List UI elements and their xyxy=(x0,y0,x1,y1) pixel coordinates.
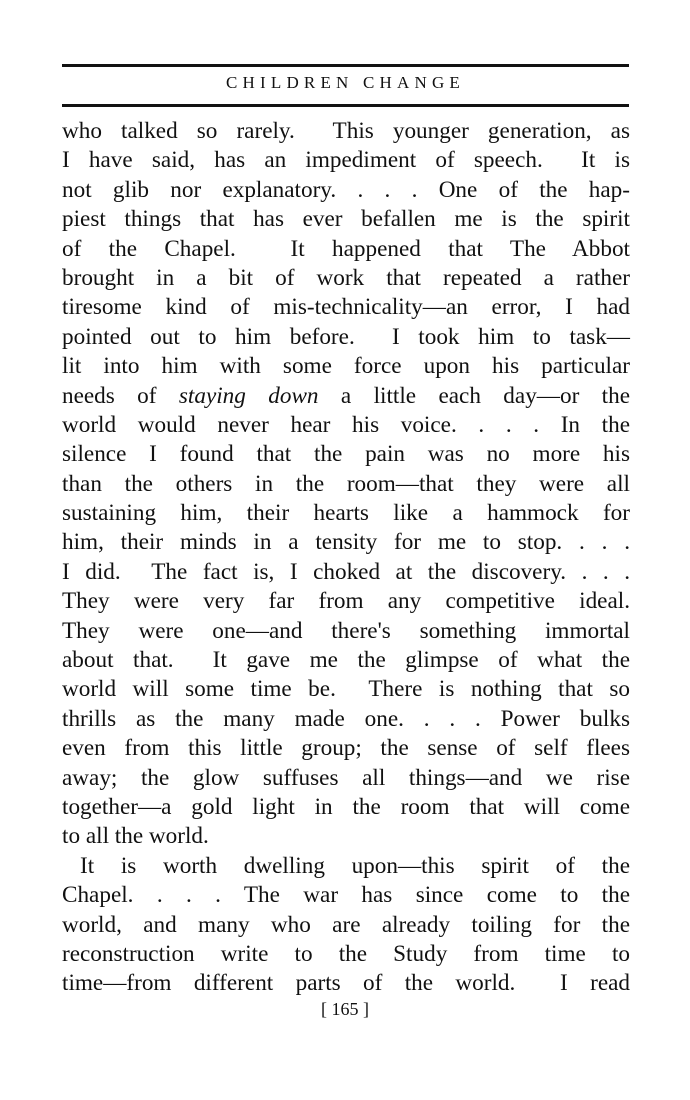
text-line: They were very far from any competitive ideal. xyxy=(62,588,630,615)
text-line: brought in a bit of work that repeated a rather xyxy=(62,264,630,291)
text-line: about that. It gave me the glimpse of what the xyxy=(62,647,630,674)
text-line: him, their minds in a tensity for me to stop. . . . xyxy=(62,529,630,556)
text-line: than the others in the room—that they were all xyxy=(62,470,630,497)
page-number: [ 165 ] xyxy=(321,999,369,1019)
text-line: not glib nor explanatory. . . . One of the hap- xyxy=(62,176,630,203)
text-line: They were one—and there's something immortal xyxy=(62,617,630,644)
text-line: pointed out to him before. I took him to task— xyxy=(62,323,630,350)
body-text xyxy=(62,117,630,999)
text-line: of the Chapel. It happened that The Abbot xyxy=(62,235,630,262)
text-line: I have said, has an impediment of speech. It is xyxy=(62,147,630,174)
text-line: to all the world. xyxy=(62,823,209,850)
text-line: It is worth dwelling upon—this spirit of the xyxy=(80,852,630,879)
text-line: lit into him with some force upon his particular xyxy=(62,353,630,380)
text-line: world, and many who are already toiling for the xyxy=(62,911,630,938)
text-line: even from this little group; the sense of self flees xyxy=(62,735,630,762)
header-rule-top xyxy=(62,64,629,67)
text-segment: a little each day—or the xyxy=(318,382,631,409)
text-line: world would never hear his voice. . . . In the xyxy=(62,411,630,438)
text-line: away; the glow suffuses all things—and we rise xyxy=(62,764,630,791)
text-line: together—a gold light in the room that will come xyxy=(62,793,630,820)
text-line: who talked so rarely. This younger generation, as xyxy=(62,118,630,144)
text-segment: needs of xyxy=(62,382,179,409)
text-line: time—from different parts of the world. I read xyxy=(62,970,630,997)
text-line: I did. The fact is, I choked at the discovery. . . . xyxy=(62,558,630,585)
text-line: tiresome kind of mis-technicality—an error, I had xyxy=(62,294,630,321)
italic-emphasis: staying down xyxy=(178,382,319,409)
text-line: thrills as the many made one. . . . Power bulks xyxy=(62,705,630,732)
text-line xyxy=(62,382,630,411)
text-line: silence I found that the pain was no more his xyxy=(62,441,630,468)
text-line: reconstruction write to the Study from time to xyxy=(62,940,630,967)
text-line: world will some time be. There is nothing that so xyxy=(62,676,630,703)
running-head: CHILDREN CHANGE xyxy=(225,73,466,92)
header-rule-bottom xyxy=(62,104,629,107)
text-line: sustaining him, their hearts like a hammock for xyxy=(62,500,630,527)
text-line: piest things that has ever befallen me is the spirit xyxy=(62,206,630,233)
text-line: Chapel. . . . The war has since come to the xyxy=(62,882,630,909)
